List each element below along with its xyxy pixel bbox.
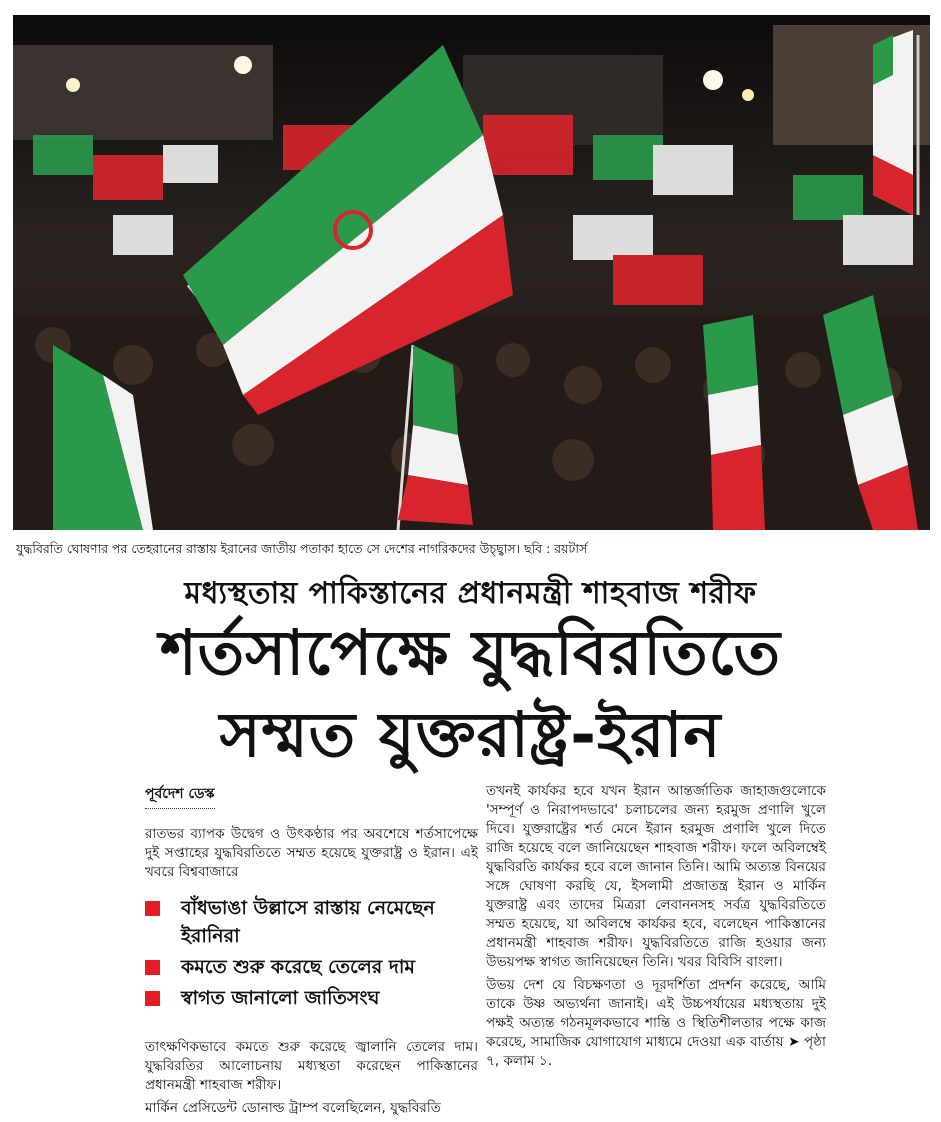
body-paragraph: তখনই কার্যকর হবে যখন ইরান আন্তর্জাতিক জাহাজগুলোকে 'সম্পূর্ণ ও নিরাপদভাবে' চলাচলের জন্য হরমুজ প্রণালি খুলে দিবে। যুক্তরাষ্ট্রের শর্ত মেনে ইরান হরমুজ প্রণালি খুলে দিতে রাজি হয়েছে বলে জানিয়েছেন শাহবাজ শরীফ। ফলে অবিলম্বেই যুদ্ধবিরতি কার্যকর হবে বলে জানান তিনি। আমি অত্যন্ত বিনয়ের সঙ্গে ঘোষণা করছি যে, ইসলামী প্রজাতন্ত্র ইরান ও মার্কিন যুক্তরাষ্ট্র এবং তাদের মিত্ররা লেবাননসহ সর্বত্র যুদ্ধবিরতিতে সম্মত হয়েছে, যা অবিলম্বে কার্যকর হবে, বলেছেন পাকিস্তানের প্রধানমন্ত্রী শাহবাজ শরীফ। যুদ্ধবিরতিতে রাজি হওয়ার জন্য উভয়পক্ষ স্বাগত জানিয়েছেন তিনি। খবর বিবিসি বাংলা। bbox=[486, 783, 826, 970]
news-photo bbox=[13, 15, 930, 530]
body-paragraph: তাৎক্ষণিকভাবে কমতে শুরু করেছে জ্বালানি তেলের দাম। যুদ্ধবিরতির আলোচনায় মধ্যস্থতা করেছেন পাকিস্তানের প্রধানমন্ত্রী শাহবাজ শরীফ। bbox=[145, 1039, 478, 1093]
body-paragraph: মার্কিন প্রেসিডেন্ট ডোনাল্ড ট্রাম্প বলেছিলেন, যুদ্ধবিরতি bbox=[145, 1100, 441, 1116]
article-column-right bbox=[486, 782, 826, 1075]
highlight-text: কমতে শুরু করেছে তেলের দাম bbox=[181, 956, 415, 978]
highlight-item bbox=[145, 953, 478, 981]
article-column-left bbox=[145, 782, 478, 1122]
headline-line-2: সম্মত যুক্তরাষ্ট্র-ইরান bbox=[219, 698, 722, 771]
red-square-bullet-icon bbox=[145, 960, 160, 975]
highlight-item bbox=[145, 894, 478, 950]
photo-caption: যুদ্ধবিরতি ঘোষণার পর তেহরানের রাস্তায় ইরানের জাতীয় পতাকা হাতে সে দেশের নাগরিকদের উচ্ছ্বাস। ছবি : রয়টার্স bbox=[16, 541, 588, 556]
byline-desk: পূর্বদেশ ডেস্ক bbox=[145, 782, 215, 809]
highlights-list bbox=[145, 894, 478, 1012]
red-square-bullet-icon bbox=[145, 901, 160, 916]
red-square-bullet-icon bbox=[145, 991, 160, 1006]
lead-paragraph: রাতভর ব্যাপক উদ্বেগ ও উৎকণ্ঠার পর অবশেষে শর্তসাপেক্ষে দুই সপ্তাহের যুদ্ধবিরতিতে সম্মত হয়েছে যুক্তরাষ্ট্র ও ইরান। এই খবরে বিশ্ববাজারে bbox=[145, 826, 478, 880]
highlight-item bbox=[145, 984, 478, 1012]
article-kicker: মধ্যস্থতায় পাকিস্তানের প্রধানমন্ত্রী শাহবাজ শরীফ bbox=[184, 576, 757, 611]
headline-line-1: শর্তসাপেক্ষে যুদ্ধবিরতিতে bbox=[159, 616, 782, 689]
highlight-text: স্বাগত জানালো জাতিসংঘ bbox=[181, 987, 380, 1009]
crowd-flags-illustration bbox=[13, 15, 930, 530]
article-headline bbox=[0, 612, 941, 776]
highlight-text: বাঁধভাঙা উল্লাসে রাস্তায় নেমেছেন ইরানিরা bbox=[181, 897, 435, 947]
body-paragraph: উভয় দেশ যে বিচক্ষণতা ও দূরদর্শিতা প্রদর্শন করেছে, আমি তাকে উষ্ণ অভ্যর্থনা জানাই। এই উচ্চপর্যায়ের মধ্যস্থতায় দুই পক্ষই অত্যন্ত গঠনমূলকভাবে শান্তি ও স্থিতিশীলতার পক্ষে কাজ করেছে, সামাজিক যোগাযোগ মাধ্যমে দেওয়া এক বার্তায় ➤ পৃষ্ঠা ৭, কলাম ১. bbox=[486, 977, 826, 1069]
